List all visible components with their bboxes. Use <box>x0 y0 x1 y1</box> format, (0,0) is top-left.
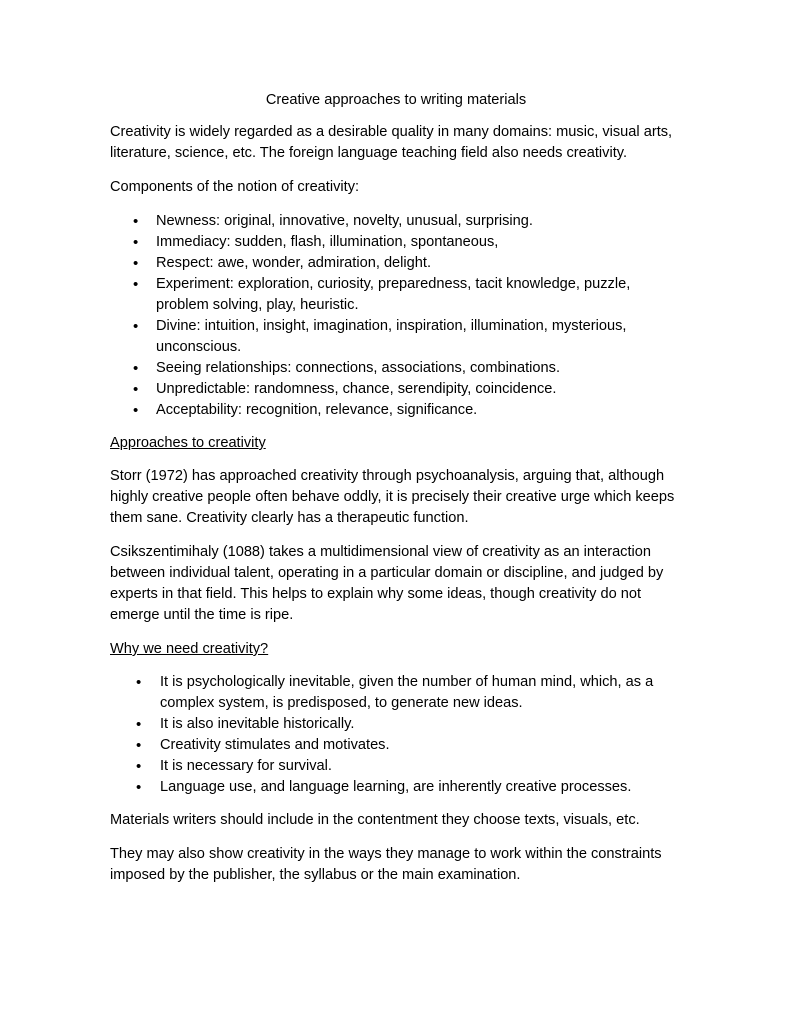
components-label: Components of the notion of creativity: <box>110 179 360 195</box>
csikszentimihaly-paragraph: Csikszentimihaly (1088) takes a multidimensional view of creativity as an interaction between individual talent, operating in a particular domain or discipline, and judged by experts in that field. This helps to explain why some ideas, though creativity do not emerge until the time is ripe. <box>110 544 664 623</box>
list-item: • Acceptability: recognition, relevance, significance. <box>110 400 682 421</box>
list-item: • Newness: original, innovative, novelty, unusual, surprising. <box>110 211 682 232</box>
document-title: Creative approaches to writing materials <box>265 92 527 108</box>
list-item: • Respect: awe, wonder, admiration, delight. <box>110 253 682 274</box>
list-item: • Divine: intuition, insight, imagination, inspiration, illumination, mysterious, unconscious. <box>110 316 682 358</box>
components-list <box>110 211 682 421</box>
constraints-paragraph: They may also show creativity in the ways they manage to work within the constraints imposed by the publisher, the syllabus or the main examination. <box>110 846 662 883</box>
list-item: • Seeing relationships: connections, associations, combinations. <box>110 358 682 379</box>
intro-paragraph: Creativity is widely regarded as a desirable quality in many domains: music, visual arts, literature, science, etc. The foreign language teaching field also needs creativity. <box>110 124 673 161</box>
list-item: • It is psychologically inevitable, given the number of human mind, which, as a complex system, is predisposed, to generate new ideas. <box>110 672 682 714</box>
list-item: • Unpredictable: randomness, chance, serendipity, coincidence. <box>110 379 682 400</box>
storr-paragraph: Storr (1972) has approached creativity through psychoanalysis, arguing that, although highly creative people often behave oddly, it is precisely their creative urge which keeps them sane. Creativity clearly has a therapeutic function. <box>110 468 675 526</box>
list-item: • Language use, and language learning, are inherently creative processes. <box>110 777 682 798</box>
list-item: • Immediacy: sudden, flash, illumination, spontaneous, <box>110 232 682 253</box>
list-item: • It is necessary for survival. <box>110 756 682 777</box>
why-heading: Why we need creativity? <box>110 641 269 657</box>
reasons-list <box>110 672 682 798</box>
list-item: • Experiment: exploration, curiosity, preparedness, tacit knowledge, puzzle, problem solving, play, heuristic. <box>110 274 682 316</box>
document-page <box>110 90 682 899</box>
list-item: • Creativity stimulates and motivates. <box>110 735 682 756</box>
materials-paragraph: Materials writers should include in the contentment they choose texts, visuals, etc. <box>110 812 640 828</box>
list-item: • It is also inevitable historically. <box>110 714 682 735</box>
approaches-heading: Approaches to creativity <box>110 435 266 451</box>
